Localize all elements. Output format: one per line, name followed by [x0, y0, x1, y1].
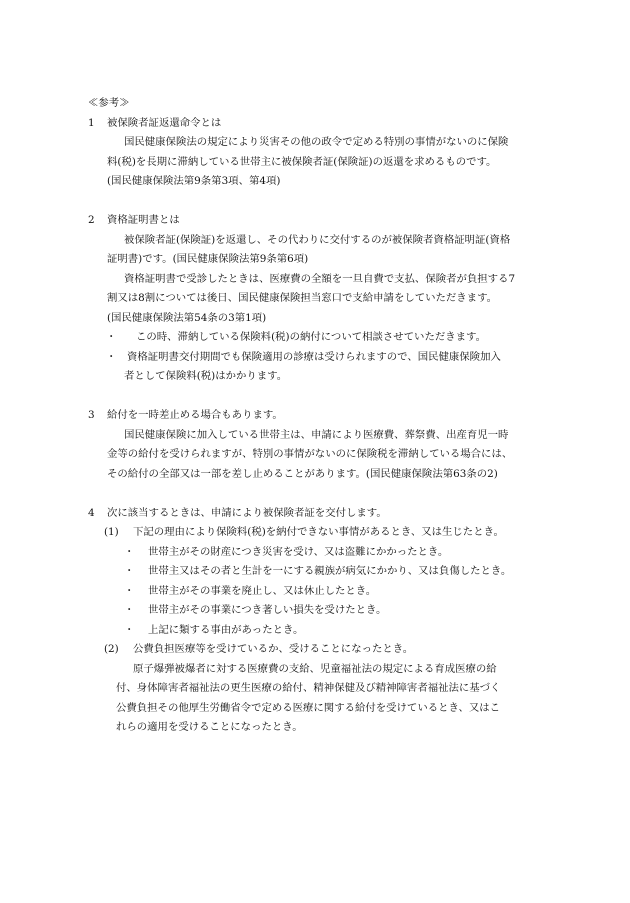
section-3-number: 3 [88, 409, 95, 421]
section-2-heading [0, 211, 630, 231]
bullet-mark: ・ [106, 350, 117, 363]
section-3-title: 給付を一時差止める場合もあります。 [107, 409, 283, 421]
section-4-title: 次に該当するときは、申請により被保険者証を交付します。 [107, 506, 387, 519]
section-3-heading [0, 406, 630, 426]
section-3-text-line: 国民健康保険に加入している世帯主は、申請により医療費、葬祭費、出産育児一時 [124, 428, 509, 441]
reference-header: ≪参考≫ [88, 97, 130, 109]
section-1-citation: (国民健康保険法第9条第3項、第4項) [107, 175, 281, 187]
section-2-text-line: 被保険者証(保険証)を返還し、その代わりに交付するのが被保険者資格証明証(資格 [124, 233, 511, 246]
bullet-mark: ・ [124, 545, 135, 558]
subsection-1-number: (1) [104, 526, 119, 538]
subsection-1-title: 下記の理由により保険料(税)を納付できない事情があるとき、又は生じたとき。 [133, 526, 504, 538]
section-2-bullet-continued: 者として保険料(税)はかかります。 [124, 370, 288, 382]
subsection-2-text-line: れらの適用を受けることになったとき。 [116, 721, 303, 733]
section-1-number: 1 [88, 116, 95, 129]
section-1-text-line: 料(税)を長期に滞納している世帯主に被保険者証(保険証)の返還を求めるものです。 [107, 155, 497, 168]
section-1-title: 被保険者証返還命令とは [107, 116, 222, 129]
section-2-title: 資格証明書とは [107, 214, 180, 226]
reference-header-line [0, 94, 630, 114]
section-4-heading [0, 504, 630, 524]
section-2-number: 2 [88, 214, 95, 226]
subsection-1-bullet: ・ 世帯主がその事業につき著しい損失を受けたとき。 [0, 601, 630, 621]
section-3-text-line: 金等の給付を受けられますが、特別の事情がないのに保険税を滞納している場合には、 [107, 448, 513, 460]
section-2-bullet: ・ 資格証明書交付期間でも保険適用の診療は受けられますので、国民健康保険加入 [0, 348, 630, 368]
section-2-bullet: ・ この時、滞納している保険料(税)の納付について相談させていただきます。 [0, 328, 630, 348]
section-4-number: 4 [88, 506, 95, 519]
section-1-text-line: 国民健康保険法の規定により災害その他の政令で定める特別の事情がないのに保険 [124, 136, 509, 148]
bullet-mark: ・ [124, 584, 135, 597]
subsection-2-text-line: 公費負担その他厚生労働省令で定める医療に関する給付を受けているとき、又はこ [116, 701, 501, 714]
subsection-1-bullet: ・ 世帯主がその財産につき災害を受け、又は盗難にかかったとき。 [0, 543, 630, 563]
bullet-mark: ・ [124, 623, 135, 636]
subsection-2-heading [0, 640, 630, 660]
bullet-mark: ・ [124, 565, 135, 577]
subsection-2-title: 公費負担医療等を受けているか、受けることになったとき。 [133, 643, 414, 655]
document-body [0, 94, 630, 738]
bullet-mark: ・ [106, 331, 117, 343]
section-2-citation: (国民健康保険法第54条の3第1項) [107, 311, 267, 324]
subsection-1-bullet: ・ 世帯主又はその者と生計を一にする親族が病気にかかり、又は負傷したとき。 [0, 562, 630, 582]
subsection-2-text-line: 付、身体障害者福祉法の更生医療の給付、精神保健及び精神障害者福祉法に基づく [116, 682, 501, 694]
subsection-1-bullet: ・ 上記に類する事由があったとき。 [0, 621, 630, 641]
subsection-2-number: (2) [104, 643, 119, 655]
subsection-2-text-line: 原子爆弾被爆者に対する医療費の支給、児童福祉法の規定による育成医療の給 [133, 662, 497, 675]
section-2-text-line: 割又は8割については後日、国民健康保険担当窓口で支給申請をしていただきます。 [107, 292, 498, 304]
section-2-text-line: 証明書)です。(国民健康保険法第9条第6項) [107, 253, 309, 265]
bullet-mark: ・ [124, 604, 135, 616]
section-1-heading [0, 114, 630, 134]
section-2-text-line: 資格証明書で受診したときは、医療費の全額を一旦自費で支払、保険者が負担する7 [124, 272, 516, 285]
subsection-1-bullet: ・ 世帯主がその事業を廃止し、又は休止したとき。 [0, 582, 630, 602]
subsection-1-heading [0, 523, 630, 543]
section-3-text-line: その給付の全部又は一部を差し止めることがあります。(国民健康保険法第63条の2) [107, 467, 498, 480]
